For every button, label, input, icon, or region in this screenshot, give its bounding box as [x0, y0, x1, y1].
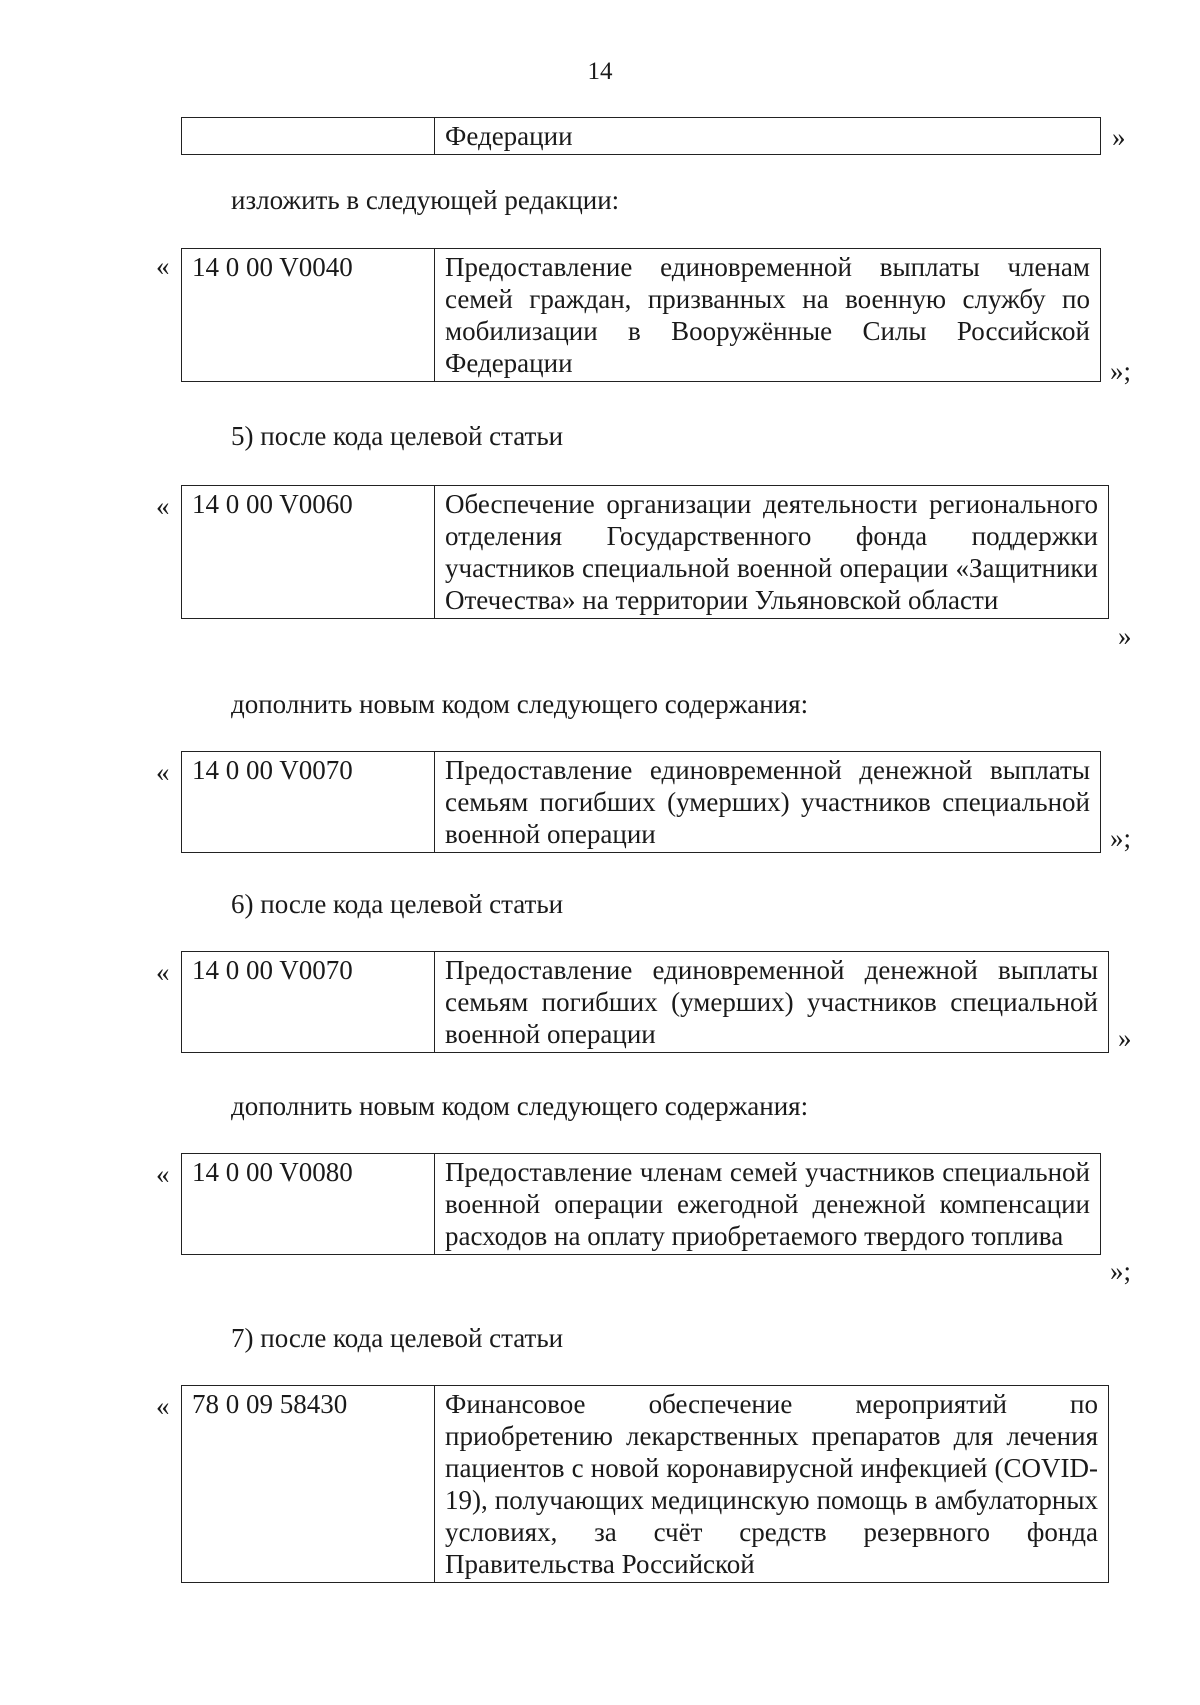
description-cell: Предоставление единовременной денежной выплаты семьям погибших (умерших) участников специальной военной операции [435, 952, 1109, 1053]
opening-quote: « [156, 757, 170, 787]
budget-code-table [181, 1153, 1101, 1255]
instruction-paragraph: дополнить новым кодом следующего содержания: [231, 689, 809, 719]
code-cell: 14 0 00 V0060 [182, 486, 435, 619]
opening-quote: « [156, 957, 170, 987]
instruction-paragraph: 5) после кода целевой статьи [231, 421, 564, 451]
code-cell: 78 0 09 58430 [182, 1386, 435, 1583]
description-cell: Федерации [435, 118, 1101, 155]
description-cell: Обеспечение организации деятельности регионального отделения Государственного фонда поддержки участников специальной военной операции «Защитники Отечества» на территории Ульяновской области [435, 486, 1109, 619]
description-cell: Предоставление единовременной выплаты членам семей граждан, призванных на военную службу по мобилизации в Вооружённые Силы Российской Федерации [435, 249, 1101, 382]
code-cell: 14 0 00 V0040 [182, 249, 435, 382]
instruction-paragraph: 7) после кода целевой статьи [231, 1323, 564, 1353]
page-number: 14 [587, 58, 613, 85]
budget-code-table [181, 751, 1101, 853]
code-cell: 14 0 00 V0070 [182, 952, 435, 1053]
code-cell: 14 0 00 V0080 [182, 1154, 435, 1255]
table-row [182, 118, 1101, 155]
table-row [182, 486, 1109, 619]
closing-quote: »; [1110, 823, 1132, 853]
table-row [182, 1386, 1109, 1583]
table-row [182, 1154, 1101, 1255]
description-cell: Финансовое обеспечение мероприятий по приобретению лекарственных препаратов для лечения пациентов с новой коронавирусной инфекцией (COVID-19), получающих медицинскую помощь в амбулаторных условиях, за счёт средств резервного фонда Правительства Российской [435, 1386, 1109, 1583]
description-cell: Предоставление единовременной денежной выплаты семьям погибших (умерших) участников специальной военной операции [435, 752, 1101, 853]
instruction-paragraph: изложить в следующей редакции: [231, 185, 620, 215]
instruction-paragraph: 6) после кода целевой статьи [231, 889, 564, 919]
opening-quote: « [156, 491, 170, 521]
instruction-paragraph: дополнить новым кодом следующего содержания: [231, 1091, 809, 1121]
closing-quote: »; [1110, 1256, 1132, 1286]
budget-code-table [181, 1385, 1109, 1583]
table-row [182, 752, 1101, 853]
budget-code-table [181, 485, 1109, 619]
closing-quote: »; [1110, 356, 1132, 386]
budget-code-table [181, 951, 1109, 1053]
opening-quote: « [156, 1391, 170, 1421]
opening-quote: « [156, 251, 170, 281]
budget-code-table [181, 248, 1101, 382]
table-row [182, 249, 1101, 382]
description-cell: Предоставление членам семей участников специальной военной операции ежегодной денежной компенсации расходов на оплату приобретаемого твердого топлива [435, 1154, 1101, 1255]
closing-quote: » [1112, 122, 1126, 152]
opening-quote: « [156, 1159, 170, 1189]
budget-code-table [181, 117, 1101, 155]
code-cell: 14 0 00 V0070 [182, 752, 435, 853]
table-row [182, 952, 1109, 1053]
closing-quote: » [1118, 621, 1132, 651]
closing-quote: » [1118, 1023, 1132, 1053]
code-cell [182, 118, 435, 155]
